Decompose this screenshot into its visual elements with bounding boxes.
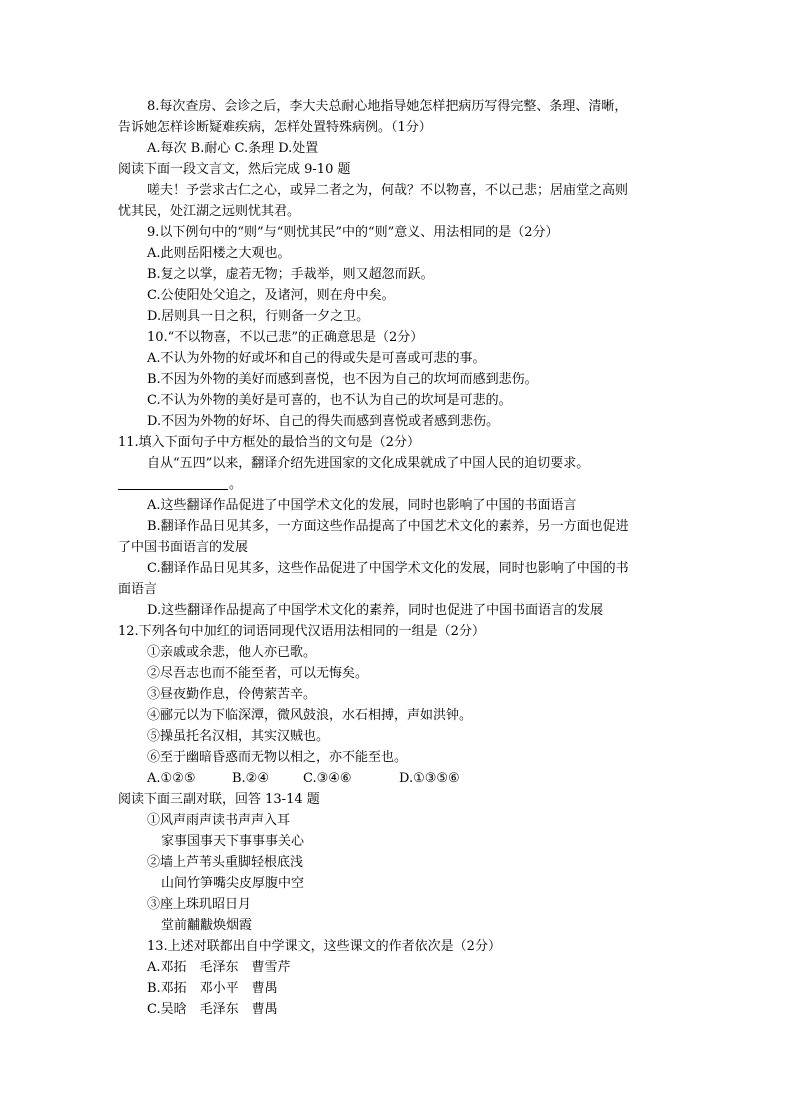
q13-stem: 13.上述对联都出自中学课文，这些课文的作者依次是（2分） [147,939,501,954]
q11-blank-end: 。 [229,477,243,492]
q12-option-a: A.①②⑤ [147,771,196,786]
q12-stem: 12.下列各句中加红的词语同现代汉语用法相同的一组是（2分） [118,624,485,639]
q9-stem: 9.以下例句中的“则”与“则忧其民”中的“则”意义、用法相同的是（2分） [147,225,559,240]
q11-stem: 11.填入下面句子中方框处的最恰当的文句是（2分） [118,435,420,450]
q10-option-c: C.不认为外物的美好是可喜的，也不认为自己的坎坷是可悲的。 [147,393,512,408]
couplet-2-upper: ②墙上芦苇头重脚轻根底浅 [147,855,304,870]
q13-option-a: A.邓拓 毛泽东 曹雪芹 [147,960,291,975]
couplet-1-upper: ①风声雨声读书声声入耳 [147,813,291,828]
reading-9-10-intro: 阅读下面一段文言文，然后完成 9-10 题 [118,162,351,177]
q11-option-b-line1: B.翻译作品日见其多，一方面这些作品提高了中国艺术文化的素养，另一方面也促进 [147,519,629,534]
q11-option-d: D.这些翻译作品提高了中国学术文化的素养，同时也促进了中国书面语言的发展 [147,603,604,618]
q13-option-b: B.邓拓 邓小平 曹禺 [147,981,278,996]
q8-options: A.每次 B.耐心 C.条理 D.处置 [147,141,319,156]
q11-option-a: A.这些翻译作品促进了中国学术文化的发展，同时也影响了中国的书面语言 [147,498,577,513]
q12-sentence-2: ②尽吾志也而不能至者，可以无悔矣。 [147,666,369,681]
q9-option-a: A.此则岳阳楼之大观也。 [147,246,291,261]
q10-option-d: D.不因为外物的好坏、自己的得失而感到喜悦或者感到悲伤。 [147,414,500,429]
q11-answer-blank [118,489,228,490]
q13-option-c: C.吴晗 毛泽东 曹禺 [147,1002,278,1017]
q9-option-c: C.公使阳处父追之，及诸河，则在舟中矣。 [147,288,395,303]
couplet-2-lower: 山间竹笋嘴尖皮厚腹中空 [161,876,305,891]
couplets-intro: 阅读下面三副对联，回答 13-14 题 [118,792,320,807]
q11-option-b-line2: 了中国书面语言的发展 [118,540,249,555]
q10-stem: 10.“不以物喜，不以己悲”的正确意思是（2分） [147,330,424,345]
q12-sentence-5: ⑤操虽托名汉相，其实汉贼也。 [147,729,330,744]
q12-sentence-4: ④郦元以为下临深潭，微风鼓浪，水石相搏，声如洪钟。 [147,708,473,723]
q9-option-d: D.居则具一日之积，行则备一夕之卫。 [147,309,370,324]
q12-option-b: B.②④ [232,771,269,786]
q11-sentence: 自从“五四”以来，翻译介绍先进国家的文化成果就成了中国人民的迫切要求。 [147,456,590,471]
q12-sentence-3: ③昼夜勤作息，伶俜萦苦辛。 [147,687,317,702]
couplet-3-lower: 堂前黼黻焕烟霞 [161,918,253,933]
q12-option-d: D.①③⑤⑥ [399,771,460,786]
couplet-1-lower: 家事国事天下事事事关心 [161,834,305,849]
q12-sentence-1: ①亲戚或余悲，他人亦已歌。 [147,645,317,660]
q8-stem-line1: 8.每次查房、会诊之后，李大夫总耐心地指导她怎样把病历写得完整、条理、清晰， [147,99,628,114]
q12-option-c: C.③④⑥ [303,771,352,786]
passage-line1: 嗟夫！予尝求古仁之心，或异二者之为，何哉？不以物喜，不以己悲；居庙堂之高则 [147,183,629,198]
couplet-3-upper: ③座上珠玑昭日月 [147,897,252,912]
q12-sentence-6: ⑥至于幽暗昏惑而无物以相之，亦不能至也。 [147,750,408,765]
q11-option-c-line2: 面语言 [118,582,158,597]
q10-option-a: A.不认为外物的好或坏和自己的得或失是可喜或可悲的事。 [147,351,486,366]
q9-option-b: B.复之以掌，虚若无物；手裁举，则又超忽而跃。 [147,267,434,282]
q10-option-b: B.不因为外物的美好而感到喜悦，也不因为自己的坎坷而感到悲伤。 [147,372,538,387]
q8-stem-line2: 告诉她怎样诊断疑难疾病，怎样处置特殊病例。（1分） [118,120,432,135]
passage-line2: 忧其民，处江湖之远则忧其君。 [118,204,301,219]
q11-option-c-line1: C.翻译作品日见其多，这些作品促进了中国学术文化的发展，同时也影响了中国的书 [147,561,629,576]
